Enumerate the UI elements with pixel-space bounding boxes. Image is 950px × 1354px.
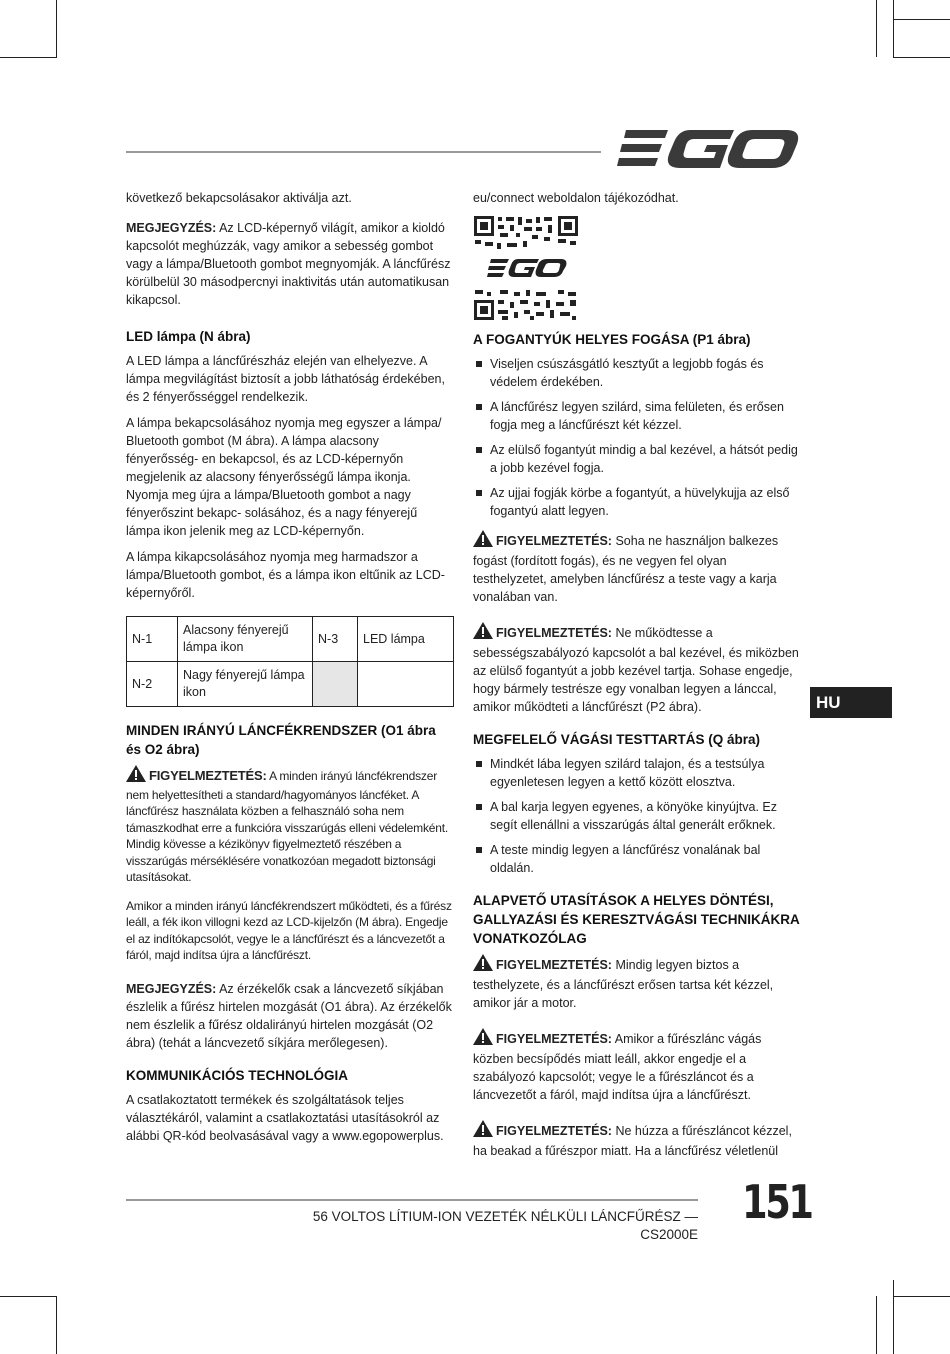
warning-paragraph — [473, 1028, 803, 1104]
intro-text: következő bekapcsolásakor aktiválja azt. — [126, 191, 352, 205]
crop-mark — [876, 0, 877, 57]
table-cell: Alacsony fényerejű lámpa ikon — [178, 617, 313, 662]
brake-paragraph: Amikor a minden irányú láncfékrendszert működteti, és a fűrész leáll, a fék ikon villogni kezd az LCD-kijelzőn (M ábra). Engedje el az indítókapcsolót, vegye le a láncfűrészt és a láncvezetőt a fáról, majd indítsa újra a láncfűrészt. — [126, 898, 452, 962]
section-heading-basic-techniques: ALAPVETŐ UTASÍTÁSOK A HELYES DÖNTÉSI, GALLYAZÁSI ÉS KERESZTVÁGÁSI TECHNIKÁKRA VONATKOZÓLAG — [473, 893, 800, 946]
list-item: A teste mindig legyen a láncfűrész vonalának bal oldalán. — [473, 841, 803, 877]
list-item: Viseljen csúszásgátló kesztyűt a legjobb fogás és védelem érdekében. — [473, 355, 803, 391]
warning-triangle-icon — [473, 1028, 493, 1050]
warning-text: Ne működtesse a sebességszabályozó kapcsolót a bal kezével, és miközben az elülső fogantyút a jobb kezével tartja. Sohase engedje, hogy bármely testrésze egy vonalban legyen a lánccal, amikor működteti a láncfűrészt (P2 ábra). — [473, 626, 799, 714]
note-text: Az LCD-képernyő világít, amikor a kioldó kapcsolót meghúzzák, vagy amikor a sebesség gombot vagy a lámpa/Bluetooth gombot megnyomják. A láncfűrész körülbelül 30 másodpercnyi inaktivitás után automatikusan kikapcsol. — [126, 221, 451, 307]
warning-paragraph — [473, 954, 803, 1012]
section-heading-communication: KOMMUNIKÁCIÓS TECHNOLÓGIA — [126, 1067, 348, 1083]
warning-paragraph — [473, 1120, 803, 1160]
ego-logo — [616, 128, 800, 175]
crop-mark — [876, 1296, 877, 1354]
warning-label: FIGYELMEZTETÉS: — [496, 534, 612, 548]
section-heading-led: LED lámpa (N ábra) — [126, 329, 251, 344]
language-tab: HU — [810, 687, 892, 718]
note-label: MEGJEGYZÉS: — [126, 221, 217, 235]
warning-paragraph — [473, 622, 803, 716]
warning-text: Amikor a fűrészlánc vágás közben becsípődés miatt leáll, akkor engedje el a szabályozó kapcsolót; vegye le a fűrészláncot és a láncvezetőt a fáról, majd indítsa újra a láncfűrészt. — [473, 1032, 762, 1102]
list-item: A láncfűrész legyen szilárd, sima felületen, és erősen fogja meg a láncfűrészt két kézzel. — [473, 398, 803, 434]
table-cell: N-1 — [127, 617, 178, 662]
note-paragraph — [126, 980, 454, 1052]
section-heading-grip: A FOGANTYÚK HELYES FOGÁSA (P1 ábra) — [473, 332, 751, 347]
list-item: Az elülső fogantyút mindig a bal kezével, a hátsót pedig a jobb kezével fogja. — [473, 441, 803, 477]
right-column — [473, 189, 803, 1168]
footer-rule — [126, 1199, 698, 1201]
warning-label: FIGYELMEZTETÉS: — [149, 768, 267, 783]
warning-triangle-icon — [473, 530, 493, 552]
note-paragraph — [126, 219, 454, 309]
crop-mark — [0, 57, 57, 58]
list-item: Az ujjai fogják körbe a fogantyút, a hüvelykujja az első fogantyú alatt legyen. — [473, 484, 803, 520]
led-paragraph-2: A lámpa bekapcsolásához nyomja meg egyszer a lámpa/ Bluetooth gombot (M ábra). A lámpa alacsony fényerősség- en bekapcsol, és az LCD-képernyőn megjelenik az alacsony fényerősségű lámpa ikonja. Nyomja meg újra a lámpa/Bluetooth gombot a nagy fényerőszint bekapc- solásához, és a nagy fényerejű lámpa ikon jelenik meg az LCD-képernyőn. — [126, 416, 442, 538]
table-cell: N-2 — [127, 662, 178, 707]
warning-paragraph — [473, 530, 803, 606]
table-cell — [313, 662, 358, 707]
table-row — [127, 662, 454, 707]
warning-paragraph — [126, 765, 454, 886]
table-cell — [358, 662, 454, 707]
crop-mark — [893, 1280, 894, 1354]
led-paragraph-3: A lámpa kikapcsolásához nyomja meg harmadszor a lámpa/Bluetooth gombot, és a lámpa ikon eltűnik az LCD-képernyőről. — [126, 550, 445, 600]
header-rule — [126, 151, 601, 153]
warning-triangle-icon — [473, 954, 493, 976]
communication-paragraph: A csatlakoztatott termékek és szolgáltatások teljes választékáról, valamint a csatlakoztatási utasításokról az alábbi QR-kód beolvasásával vagy a www.egopowerplus. — [126, 1092, 444, 1143]
warning-label: FIGYELMEZTETÉS: — [496, 1032, 612, 1046]
table-row — [127, 617, 454, 662]
grip-list — [473, 355, 803, 520]
legend-table — [126, 616, 454, 707]
warning-text: A minden irányú láncfékrendszer nem helyettesítheti a standard/hagyományos láncféket. A láncfűrész használata közben a felhasználó soha nem támaszkodhat erre a funkcióra visszarúgás elleni védelemként. Mindig kövesse a kézikönyv figyelmeztető részében a visszarúgás mérséklésére vonatkozóan megadott biztonsági utasításokat. — [126, 769, 448, 884]
section-heading-chain-brake: MINDEN IRÁNYÚ LÁNCFÉKRENDSZER (O1 ábra és O2 ábra) — [126, 723, 436, 757]
warning-label: FIGYELMEZTETÉS: — [496, 958, 612, 972]
warning-text: Ne húzza a fűrészláncot kézzel, ha beakad a fűrészpor miatt. Ha a láncfűrész véletlenül — [473, 1124, 792, 1158]
stance-list — [473, 755, 803, 877]
table-cell: Nagy fényerejű lámpa ikon — [178, 662, 313, 707]
section-heading-stance: MEGFELELŐ VÁGÁSI TESTTARTÁS (Q ábra) — [473, 732, 761, 747]
list-item: A bal karja legyen egyenes, a könyöke kinyújtva. Ez segít ellenállni a visszarúgás által generált erőknek. — [473, 798, 803, 834]
intro-text: eu/connect weboldalon tájékozódhat. — [473, 191, 679, 205]
crop-mark — [893, 1296, 950, 1297]
list-item: Mindkét lába legyen szilárd talajon, és a testsúlya egyenletesen legyen a kettő között elosztva. — [473, 755, 803, 791]
left-column — [126, 189, 454, 1153]
note-label: MEGJEGYZÉS: — [126, 981, 217, 996]
led-paragraph-1: A LED lámpa a láncfűrészház elején van elhelyezve. A lámpa megvilágítást biztosít a jobb láthatóság érdekében, és 2 fényerősséggel rendelkezik. — [126, 354, 445, 404]
footer-product-title: 56 VOLTOS LÍTIUM-ION VEZETÉK NÉLKÜLI LÁNCFŰRÉSZ — CS2000E — [312, 1209, 698, 1242]
warning-triangle-icon — [126, 765, 146, 787]
qr-code — [473, 215, 803, 326]
warning-triangle-icon — [473, 1120, 493, 1142]
crop-mark — [893, 57, 950, 58]
table-cell: N-3 — [313, 617, 358, 662]
table-cell: LED lámpa — [358, 617, 454, 662]
warning-triangle-icon — [473, 622, 493, 644]
warning-label: FIGYELMEZTETÉS: — [496, 626, 612, 640]
warning-label: FIGYELMEZTETÉS: — [496, 1124, 612, 1138]
warning-text: Mindig legyen biztos a testhelyzete, és a láncfűrészt erősen tartsa két kézzel, amikor jár a motor. — [473, 958, 774, 1010]
note-text: Az érzékelők csak a láncvezető síkjában észlelik a fűrész hirtelen mozgását (O1 ábra). Az érzékelők nem észlelik a fűrész oldalirányú hirtelen mozgását (O2 ábra) (tehát a láncvezető síkjára merőlegesen). — [126, 981, 452, 1050]
crop-mark — [56, 0, 57, 57]
crop-mark — [893, 0, 894, 57]
crop-mark — [56, 1296, 57, 1354]
crop-mark — [893, 19, 950, 20]
crop-mark — [0, 1296, 57, 1297]
page-number: 151 — [742, 1175, 812, 1229]
warning-text: Soha ne használjon balkezes fogást (fordított fogás), és ne vegyen fel olyan testhelyzetet, amelyben láncfűrész a teste vagy a karja vonalában van. — [473, 534, 779, 604]
